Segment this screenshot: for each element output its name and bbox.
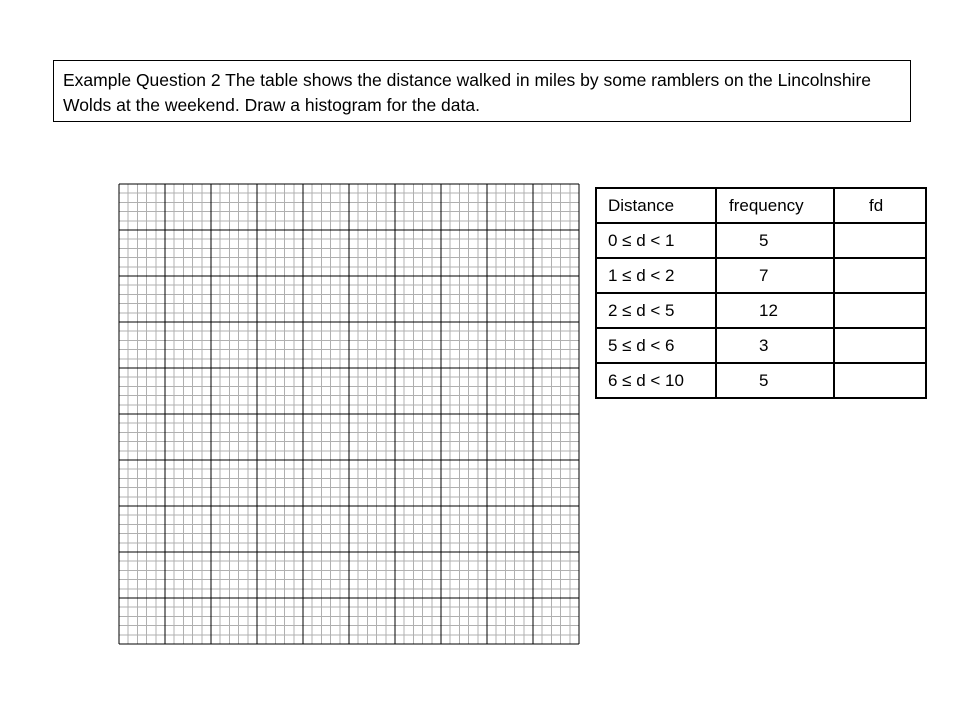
header-distance: Distance (596, 188, 716, 223)
table-header-row (596, 188, 926, 223)
frequency-cell: 3 (716, 328, 834, 363)
distance-cell: 0 ≤ d < 1 (596, 223, 716, 258)
table-row (596, 293, 926, 328)
header-frequency: frequency (716, 188, 834, 223)
table-row (596, 258, 926, 293)
fd-cell[interactable] (834, 293, 926, 328)
frequency-cell: 7 (716, 258, 834, 293)
question-box (53, 60, 911, 122)
table-row (596, 223, 926, 258)
distance-cell: 5 ≤ d < 6 (596, 328, 716, 363)
fd-cell[interactable] (834, 328, 926, 363)
frequency-cell: 5 (716, 223, 834, 258)
graph-paper (118, 183, 580, 645)
fd-cell[interactable] (834, 258, 926, 293)
frequency-cell: 12 (716, 293, 834, 328)
frequency-table (595, 187, 927, 399)
fd-cell[interactable] (834, 223, 926, 258)
distance-cell: 2 ≤ d < 5 (596, 293, 716, 328)
header-fd: fd (834, 188, 926, 223)
frequency-cell: 5 (716, 363, 834, 398)
distance-cell: 1 ≤ d < 2 (596, 258, 716, 293)
table-row (596, 363, 926, 398)
fd-cell[interactable] (834, 363, 926, 398)
distance-cell: 6 ≤ d < 10 (596, 363, 716, 398)
question-text: Example Question 2 The table shows the distance walked in miles by some ramblers on the Lincolnshire Wolds at the weekend. Draw a histogram for the data. (63, 70, 872, 115)
table-row (596, 328, 926, 363)
